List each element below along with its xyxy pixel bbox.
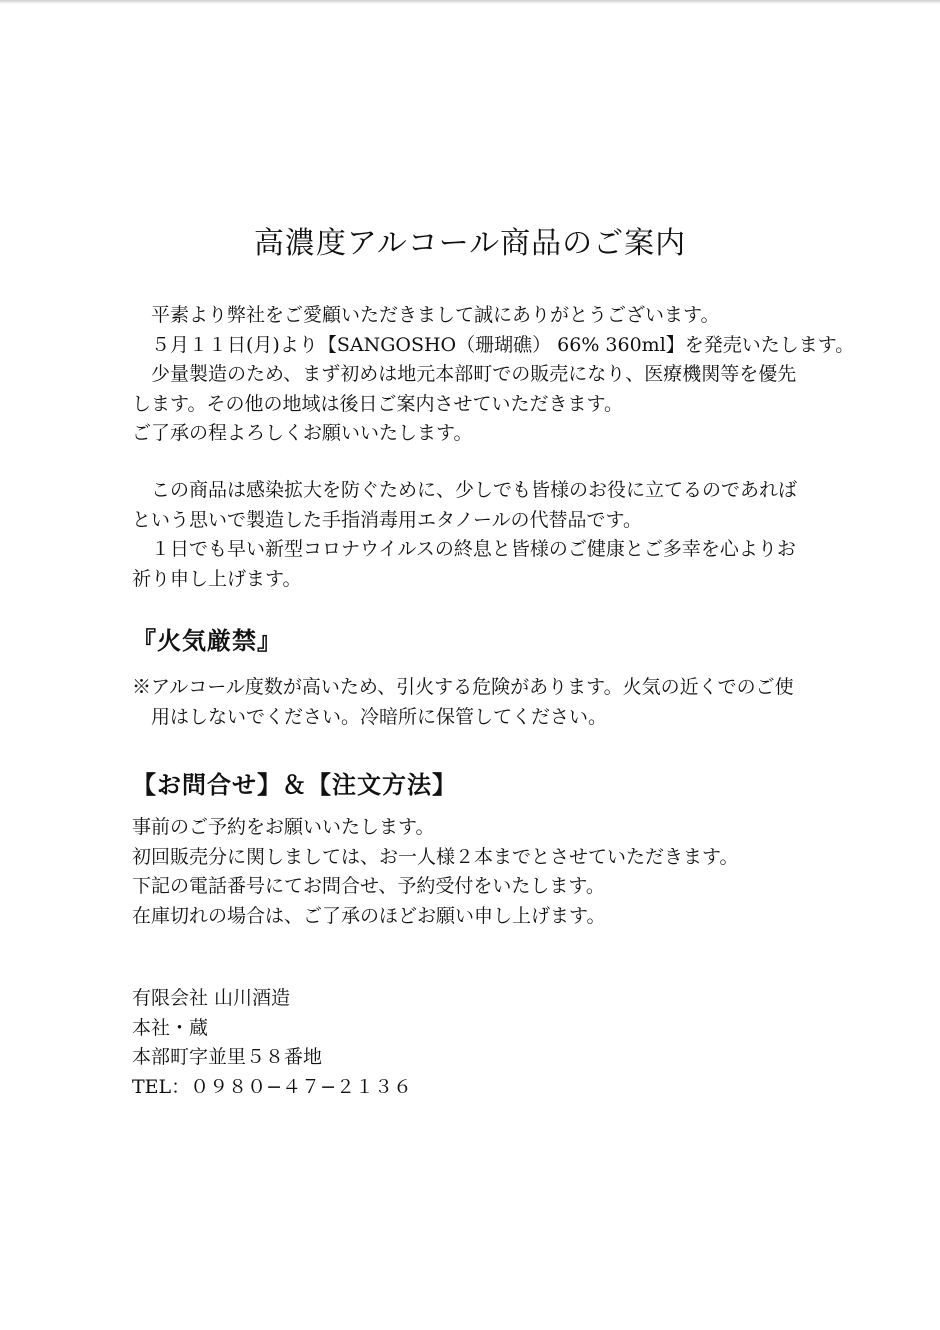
order-reservation: 事前のご予約をお願いいたします。 (132, 816, 435, 838)
intro-sales-area: 少量製造のため、まず初めは地元本部町での販売になり、医療機関等を優先します。その他の地域は後日ご案内させていただきます。 (132, 363, 797, 415)
intro-closing: ご了承の程よろしくお願いいたします。 (132, 422, 473, 444)
order-heading: 【お問合せ】＆【注文方法】 (132, 770, 457, 799)
company-address: 本部町字並里５８番地 (132, 1046, 323, 1068)
purpose-section (132, 476, 812, 594)
company-tel: TEL：０９８０−４７−２１３６ (132, 1075, 413, 1098)
order-limit: 初回販売分に関しましては、お一人様２本までとさせていただきます。 (132, 845, 739, 868)
company-info (132, 984, 812, 1102)
company-name: 有限会社 山川酒造 (132, 987, 291, 1009)
intro-release-date: ５月１１日(月)より【SANGOSHO（珊瑚礁） 66% 360ml】を発売いたします。 (151, 333, 855, 356)
warning-text: ※アルコール度数が高いため、引火する危険があります。火気の近くでのご使用はしないでください。冷暗所に保管してください。 (132, 676, 794, 728)
intro-section (132, 301, 855, 449)
order-section (132, 813, 812, 931)
warning-heading: 『火気厳禁』 (132, 626, 282, 655)
warning-section (132, 673, 812, 732)
intro-greeting: 平素より弊社をご愛顧いただきまして誠にありがとうございます。 (151, 304, 720, 326)
purpose-description: この商品は感染拡大を防ぐために、少しでも皆様のお役に立てるのであればという思いで製造した手指消毒用エタノールの代替品です。 (132, 479, 798, 531)
order-stock-note: 在庫切れの場合は、ご了承のほどお願い申し上げます。 (132, 904, 606, 927)
order-phone-note: 下記の電話番号にてお問合せ、予約受付をいたします。 (132, 875, 605, 897)
document-title: 高濃度アルコール商品のご案内 (253, 226, 687, 261)
company-branch: 本社・蔵 (132, 1016, 209, 1039)
purpose-wishes: １日でも早い新型コロナウイルスの終息と皆様のご健康とご多幸を心よりお祈り申し上げます。 (132, 538, 796, 590)
